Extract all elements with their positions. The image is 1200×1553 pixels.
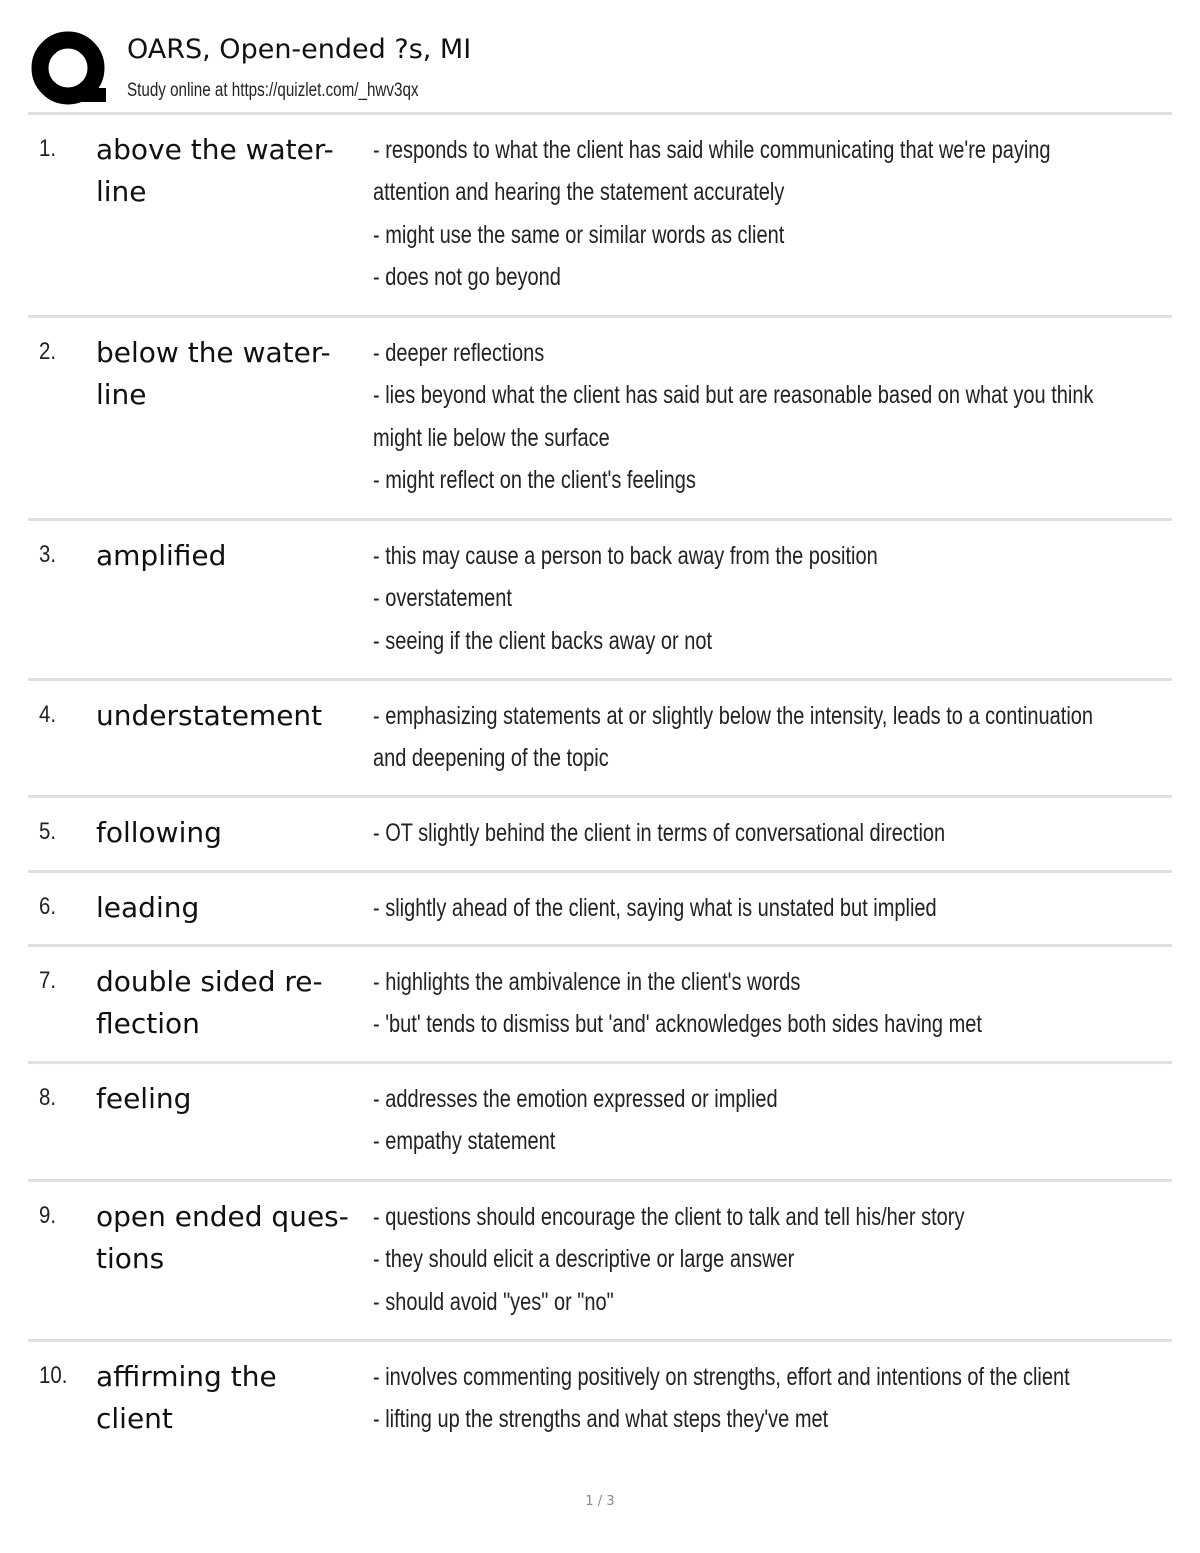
card-term: above the water- line [96,133,334,208]
card-definition [373,695,1157,780]
definition-line: - lifting up the strengths and what steps they've met [373,1405,829,1434]
flashcard-row [28,1182,1172,1342]
card-definition [373,332,1157,502]
card-number: 3. [39,541,57,568]
card-number: 2. [39,338,57,365]
card-definition [373,1078,1157,1163]
card-number: 5. [39,818,57,845]
definition-line: - deeper reflections [373,339,545,367]
card-term: following [96,816,222,849]
card-term: open ended ques- tions [96,1200,349,1275]
definition-line: - questions should encourage the client to talk and tell his/her story [373,1203,965,1231]
quizlet-logo-icon [30,30,110,110]
card-term: affirming the client [96,1360,277,1435]
page-indicator: 1 / 3 [585,1494,615,1509]
card-definition [373,887,1157,929]
card-number: 10. [39,1362,68,1389]
definition-line: - might use the same or similar words as client [373,220,785,249]
card-number: 4. [39,701,57,728]
card-number: 6. [39,893,57,920]
flashcard-row [28,115,1172,318]
definition-line: might lie below the surface [373,423,610,452]
flashcard-row [28,521,1172,681]
definition-line: - lies beyond what the client has said but are reasonable based on what you think [373,381,1094,410]
definition-line: - responds to what the client has said while communicating that we're paying [373,136,1051,164]
definition-line: and deepening of the topic [373,744,609,773]
flashcard-row [28,798,1172,873]
definition-line: - OT slightly behind the client in terms of conversational direction [373,819,946,847]
page-header [30,30,1172,110]
definition-line: - involves commenting positively on strengths, effort and intentions of the client [373,1363,1070,1391]
flashcard-row [28,947,1172,1064]
definition-line: - addresses the emotion expressed or implied [373,1085,778,1113]
card-number: 8. [39,1084,57,1111]
page-title: OARS, Open-ended ?s, MI [127,34,472,65]
definition-line: - does not go beyond [373,263,561,292]
card-term: below the water- line [96,336,331,411]
definition-line: - slightly ahead of the client, saying what is unstated but implied [373,894,937,922]
definition-line: - empathy statement [373,1127,556,1156]
card-number: 1. [39,135,57,162]
card-term: feeling [96,1082,192,1115]
definition-line: - seeing if the client backs away or not [373,626,713,655]
card-term: amplified [96,539,227,572]
card-term: leading [96,891,200,924]
definition-line: - emphasizing statements at or slightly below the intensity, leads to a continuation [373,702,1094,730]
definition-line: - overstatement [373,584,512,613]
card-definition [373,535,1157,662]
card-definition [373,961,1157,1046]
card-number: 9. [39,1202,57,1229]
card-term: double sided re- flection [96,965,323,1040]
card-term: understatement [96,699,323,732]
card-definition [373,812,1157,854]
card-definition [373,129,1157,299]
flashcard-row [28,681,1172,798]
flashcard-row [28,873,1172,947]
study-link-text: Study online at https://quizlet.com/_hwv3qx [127,80,419,101]
flashcard-row [28,318,1172,521]
card-number: 7. [39,967,57,994]
card-definition [373,1196,1157,1323]
definition-line: - this may cause a person to back away from the position [373,542,878,570]
definition-line: attention and hearing the statement accurately [373,178,785,207]
flashcard-row [28,1064,1172,1182]
definition-line: - should avoid "yes" or "no" [373,1287,614,1316]
card-definition [373,1356,1157,1441]
definition-line: - they should elicit a descriptive or large answer [373,1245,795,1274]
flashcard-list [28,115,1172,1456]
definition-line: - 'but' tends to dismiss but 'and' acknowledges both sides having met [373,1010,982,1039]
flashcard-row [28,1342,1172,1456]
definition-line: - highlights the ambivalence in the client's words [373,968,801,996]
definition-line: - might reflect on the client's feelings [373,466,696,495]
